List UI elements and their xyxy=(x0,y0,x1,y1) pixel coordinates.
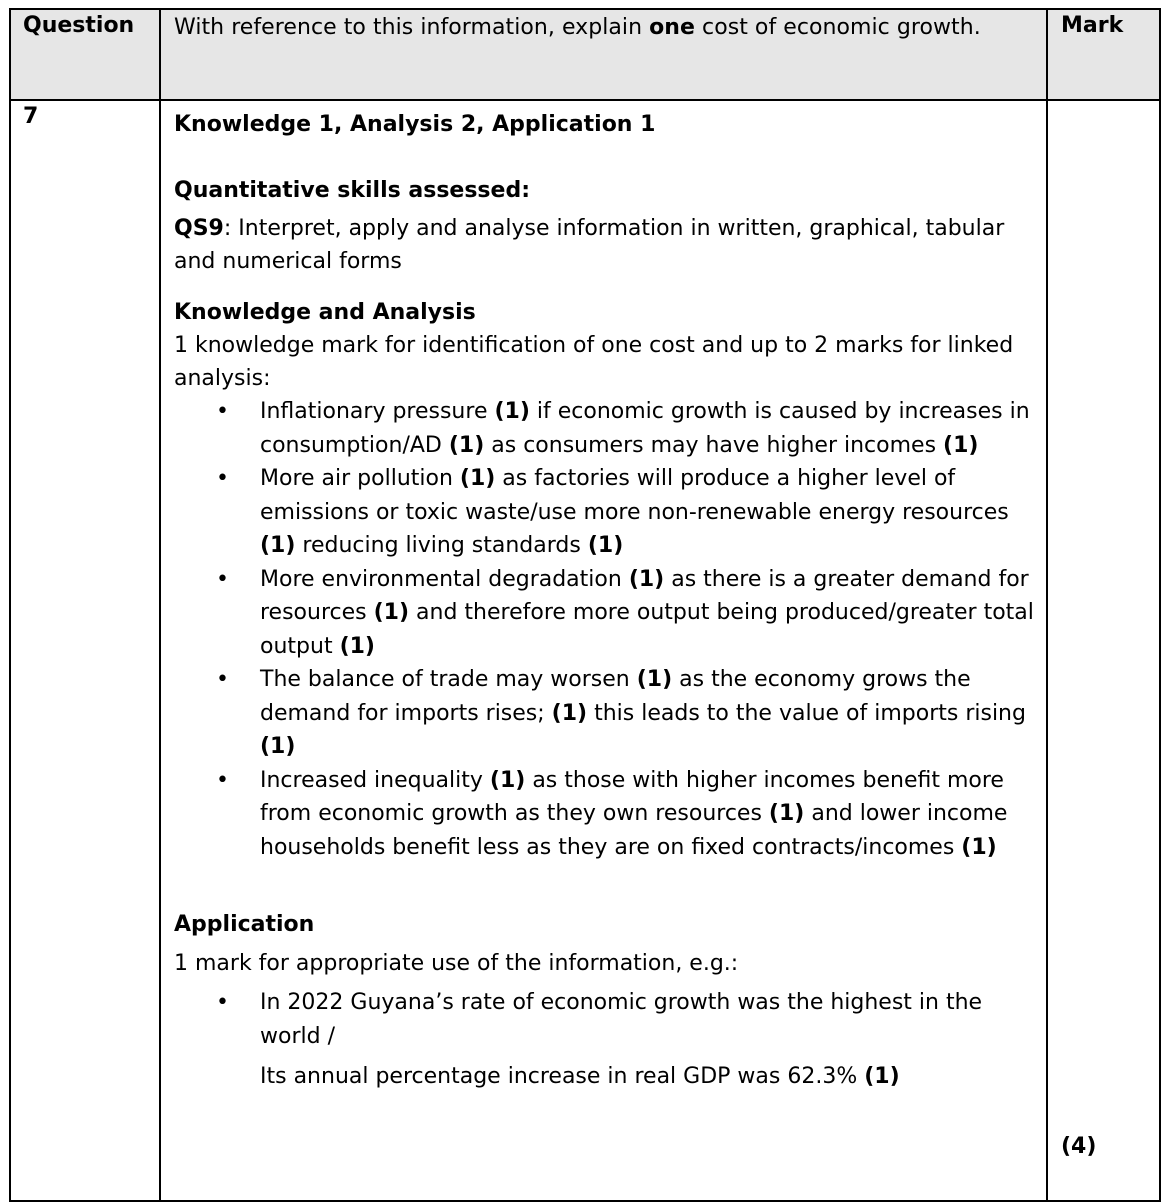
bullet-text: More environmental degradation xyxy=(260,566,629,592)
bullet-text: if economic growth is caused by increases in consumption/AD xyxy=(260,399,1030,458)
bullet-icon: • xyxy=(216,667,229,692)
quant-skills-text: : Interpret, apply and analyse information in written, graphical, tabular and numerical forms xyxy=(174,216,1005,274)
bullet-text: reducing living standards xyxy=(295,533,588,558)
mark-award: (1) xyxy=(260,533,296,558)
question-prompt-after: cost of economic growth. xyxy=(695,15,981,40)
mark-award: (1) xyxy=(943,432,979,458)
knowledge-analysis-list xyxy=(174,395,1034,864)
mark-column-header: Mark xyxy=(1047,9,1160,100)
question-prompt xyxy=(160,9,1047,100)
bullet-text: The balance of trade may worsen xyxy=(260,667,637,692)
bullet-text: and therefore more output being produced/greater total output xyxy=(260,600,1034,659)
list-item xyxy=(216,764,1034,865)
question-number: 7 xyxy=(10,100,160,1201)
mark-award: (1) xyxy=(448,432,485,458)
mark-award: (1) xyxy=(489,767,526,793)
bullet-text: as consumers may have higher incomes xyxy=(484,432,944,458)
bullet-icon: • xyxy=(216,990,229,1015)
list-item xyxy=(216,395,1034,462)
application-list xyxy=(174,986,1034,1094)
bullet-icon: • xyxy=(216,566,229,592)
mark-award: (1) xyxy=(551,700,588,726)
mark-cell xyxy=(1047,100,1160,1201)
mark-award: (1) xyxy=(628,566,665,592)
mark-scheme-table xyxy=(9,8,1161,1202)
knowledge-analysis-intro: 1 knowledge mark for identification of one cost and up to 2 marks for linked analysis: xyxy=(174,333,1014,391)
quant-skills-description xyxy=(174,212,1034,278)
bullet-text: as the economy grows the demand for imports rises; xyxy=(260,667,971,726)
bullet-text: this leads to the value of imports rising xyxy=(587,700,1026,726)
application-example-line2 xyxy=(260,1060,1034,1094)
bullet-text: Increased inequality xyxy=(260,767,490,793)
list-item xyxy=(216,563,1034,664)
header-row xyxy=(10,9,1160,100)
mark-award: (1) xyxy=(636,667,673,692)
list-item xyxy=(216,462,1034,563)
mark-allocation-heading: Knowledge 1, Analysis 2, Application 1 xyxy=(174,112,656,137)
application-example-line1: In 2022 Guyana’s rate of economic growth was the highest in the world / xyxy=(260,990,983,1049)
bullet-icon: • xyxy=(216,767,229,793)
bullet-icon: • xyxy=(216,399,229,424)
application-intro: 1 mark for appropriate use of the information, e.g.: xyxy=(174,951,739,976)
bullet-text: as there is a greater demand for resources xyxy=(260,566,1029,625)
application-heading: Application xyxy=(174,912,315,937)
mark-award: (1) xyxy=(459,466,496,491)
answer-row xyxy=(10,100,1160,1201)
question-prompt-emphasis: one xyxy=(649,15,695,40)
bullet-text: More air pollution xyxy=(260,466,460,491)
mark-award: (1) xyxy=(587,533,624,558)
list-item xyxy=(216,663,1034,764)
knowledge-analysis-heading: Knowledge and Analysis xyxy=(174,300,476,325)
application-example-text: Its annual percentage increase in real GDP was 62.3% xyxy=(260,1064,865,1089)
mark-award: (1) xyxy=(260,734,296,759)
mark-award: (1) xyxy=(339,633,375,659)
quant-skills-code: QS9 xyxy=(174,216,224,241)
quant-skills-heading: Quantitative skills assessed: xyxy=(174,178,530,203)
bullet-text: as factories will produce a higher level of emissions or toxic waste/use more non-renewable energy resources xyxy=(260,466,1009,525)
mark-scheme-content xyxy=(160,100,1047,1201)
bullet-icon: • xyxy=(216,466,229,491)
mark-award: (1) xyxy=(961,834,997,860)
total-mark: (4) xyxy=(1061,1134,1097,1159)
question-column-header: Question xyxy=(10,9,160,100)
bullet-text: Inflationary pressure xyxy=(260,399,495,424)
bullet-text: as those with higher incomes benefit more from economic growth as they own resources xyxy=(260,767,1004,826)
mark-award: (1) xyxy=(494,399,530,424)
mark-award: (1) xyxy=(864,1064,900,1089)
list-item xyxy=(216,986,1034,1094)
question-prompt-before: With reference to this information, explain xyxy=(174,15,650,40)
mark-award: (1) xyxy=(768,801,805,826)
bullet-text: and lower income households benefit less as they are on fixed contracts/incomes xyxy=(260,801,1008,860)
mark-award: (1) xyxy=(373,600,410,625)
